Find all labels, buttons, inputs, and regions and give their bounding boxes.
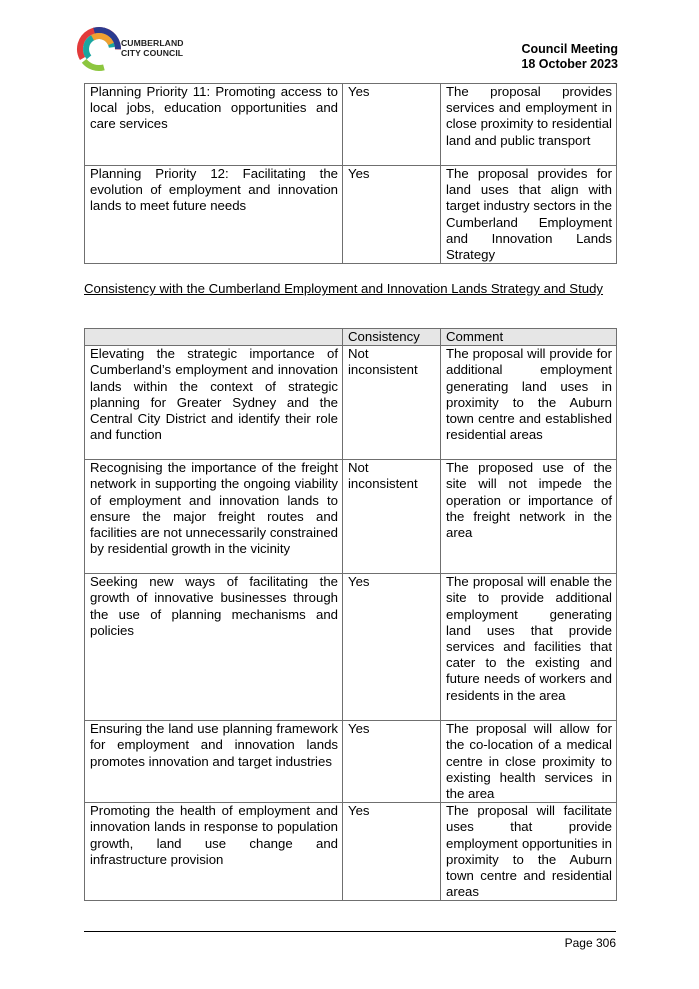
header-cell-blank [85,329,343,346]
table-row [85,166,617,264]
comment-cell: The proposal will facilitate uses that provide employment opportunities in proximity to the Auburn town centre and residential areas [441,803,617,901]
table-header-row [85,329,617,346]
meeting-date: 18 October 2023 [521,57,618,71]
table-row [85,721,617,803]
consistency-cell: Not inconsistent [343,346,441,460]
consistency-cell: Yes [343,803,441,901]
item-cell: Recognising the importance of the freight network in supporting the ongoing viability of employment and innovation lands to ensure the major freight routes and facilities are not unnecessarily constrained by residential growth in the vicinity [85,460,343,574]
meeting-title: Council Meeting [521,42,618,56]
comment-cell: The proposal will enable the site to provide additional employment generating land uses that provide services and facilities that cater to the existing and future needs of workers and residents in the area [441,574,617,721]
table-row [85,803,617,901]
consistency-cell: Yes [343,166,441,264]
header-cell-consistency: Consistency [343,329,441,346]
priority-cell: Planning Priority 11: Promoting access to local jobs, education opportunities and care services [85,84,343,166]
council-logo-icon [75,22,121,78]
priority-cell: Planning Priority 12: Facilitating the evolution of employment and innovation lands to meet future needs [85,166,343,264]
table-row [85,84,617,166]
logo-wordmark [121,38,184,58]
logo-line1: CUMBERLAND [121,38,184,48]
meeting-info [521,42,618,72]
consistency-cell: Not inconsistent [343,460,441,574]
employment-lands-table [84,328,617,901]
item-cell: Promoting the health of employment and innovation lands in response to population growth, land use change and infrastructure provision [85,803,343,901]
consistency-cell: Yes [343,721,441,803]
consistency-cell: Yes [343,84,441,166]
section-heading: Consistency with the Cumberland Employment and Innovation Lands Strategy and Study [84,281,604,296]
table-row [85,460,617,574]
comment-cell: The proposal will provide for additional employment generating land uses in proximity to the Auburn town centre and established residential areas [441,346,617,460]
table-row [85,574,617,721]
footer-divider [84,931,616,932]
comment-cell: The proposal will allow for the co-location of a medical centre in close proximity to existing health services in the area [441,721,617,803]
logo-line2: CITY COUNCIL [121,48,184,58]
planning-priorities-table [84,83,617,264]
page-number: Page 306 [564,936,616,950]
council-logo [75,22,200,78]
comment-cell: The proposal provides services and employment in close proximity to residential land and public transport [441,84,617,166]
item-cell: Seeking new ways of facilitating the growth of innovative businesses through the use of planning mechanisms and policies [85,574,343,721]
comment-cell: The proposal provides for land uses that align with target industry sectors in the Cumberland Employment and Innovation Lands Strategy [441,166,617,264]
consistency-cell: Yes [343,574,441,721]
comment-cell: The proposed use of the site will not impede the operation or importance of the freight network in the area [441,460,617,574]
item-cell: Elevating the strategic importance of Cumberland’s employment and innovation lands within the context of strategic planning for Greater Sydney and the Central City District and identify their role and function [85,346,343,460]
item-cell: Ensuring the land use planning framework for employment and innovation lands promotes innovation and target industries [85,721,343,803]
table-row [85,346,617,460]
header-cell-comment: Comment [441,329,617,346]
